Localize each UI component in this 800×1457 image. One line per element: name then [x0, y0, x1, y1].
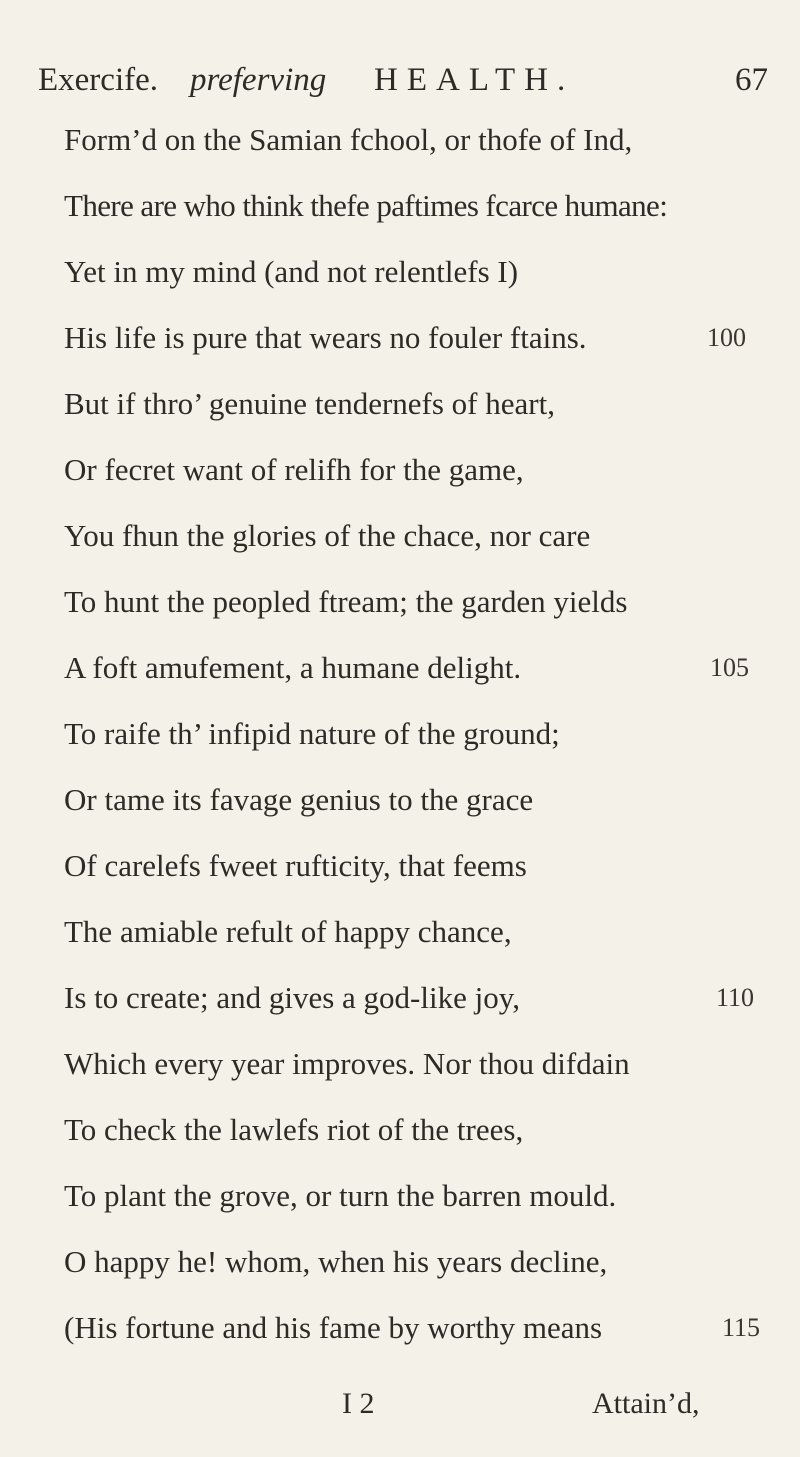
poem-line: A foft amufement, a humane delight.: [64, 650, 522, 685]
line-number: 100: [707, 323, 746, 352]
line-number: 115: [722, 1313, 761, 1342]
poem-line: There are who think thefe paftimes fcarce humane:: [64, 188, 668, 223]
poem-line: You fhun the glories of the chace, nor care: [64, 518, 591, 553]
header-section: Exercife.: [38, 62, 158, 98]
header-italic: preferving: [190, 62, 327, 98]
poem-line: Of carelefs fweet rufticity, that feems: [64, 848, 527, 883]
poem-line: Is to create; and gives a god-like joy,: [64, 980, 520, 1015]
line-number: 105: [710, 653, 749, 682]
poem-line: Which every year improves. Nor thou difdain: [64, 1046, 630, 1081]
poem-line: (His fortune and his fame by worthy means: [64, 1310, 603, 1345]
signature-mark: I 2: [342, 1387, 375, 1420]
poem-line: Form’d on the Samian fchool, or thofe of Ind,: [64, 122, 633, 157]
line-number: 110: [716, 983, 755, 1012]
poem-line: O happy he! whom, when his years decline,: [64, 1244, 608, 1279]
poem-line: To plant the grove, or turn the barren mould.: [64, 1178, 617, 1213]
poem-line: His life is pure that wears no fouler ftains.: [64, 320, 587, 355]
poem-line: Or tame its favage genius to the grace: [64, 782, 534, 817]
page-number: 67: [735, 62, 768, 98]
poem-line: But if thro’ genuine tendernefs of heart,: [64, 386, 555, 421]
header-title: HEALTH.: [374, 62, 575, 98]
poem-line: The amiable refult of happy chance,: [64, 914, 512, 949]
poem-line: Yet in my mind (and not relentlefs I): [64, 254, 519, 289]
poem-line: To check the lawlefs riot of the trees,: [64, 1112, 524, 1147]
poem-line: To hunt the peopled ftream; the garden yields: [64, 584, 628, 619]
poem-line: To raife th’ infipid nature of the ground;: [64, 716, 560, 751]
running-header: [38, 62, 768, 112]
catchword: Attain’d,: [592, 1387, 700, 1420]
poem-line: Or fecret want of relifh for the game,: [64, 452, 524, 487]
